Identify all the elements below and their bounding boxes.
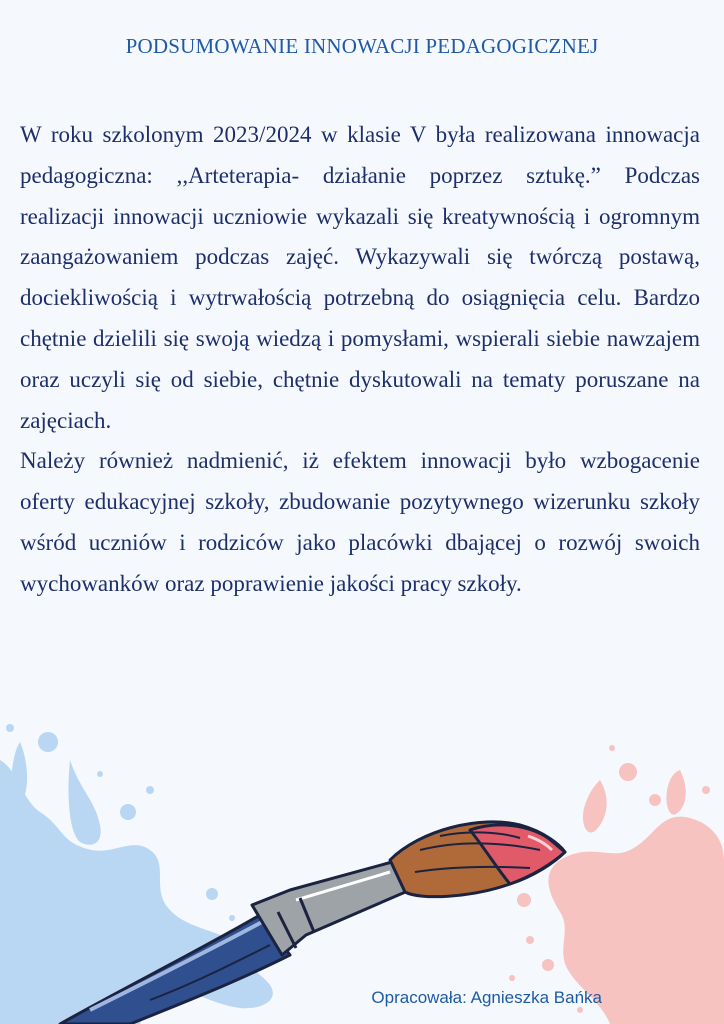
document-title: PODSUMOWANIE INNOWACJI PEDAGOGICZNEJ <box>125 34 599 58</box>
paint-illustration <box>0 700 724 1024</box>
document-body <box>20 115 700 605</box>
paragraph-2: Należy również nadmienić, iż efektem innowacji było wzbogacenie oferty edukacyjnej szkoły, zbudowanie pozytywnego wizerunku szkoły wśród uczniów i rodziców jako placówki dbającej o rozwój swoich wychowanków oraz poprawienie jakości pracy szkoły. <box>20 448 700 596</box>
pink-paint-splash <box>509 745 724 1024</box>
author-credit: Opracowała: Agnieszka Bańka <box>371 988 602 1007</box>
paragraph-1: W roku szkolonym 2023/2024 w klasie V była realizowana innowacja pedagogiczna: ,,Arteterapia- działanie poprzez sztukę.” Podczas realizacji innowacji uczniowie wykazali się kreatywnością i ogromnym zaangażowaniem podczas zajęć. Wykazywali się twórczą postawą, dociekliwością i wytrwałością potrzebną do osiągnięcia celu. Bardzo chętnie dzielili się swoją wiedzą i pomysłami, wspierali siebie nawzajem oraz uczyli się od siebie, chętnie dyskutowali na tematy poruszane na zajęciach. <box>20 122 700 433</box>
